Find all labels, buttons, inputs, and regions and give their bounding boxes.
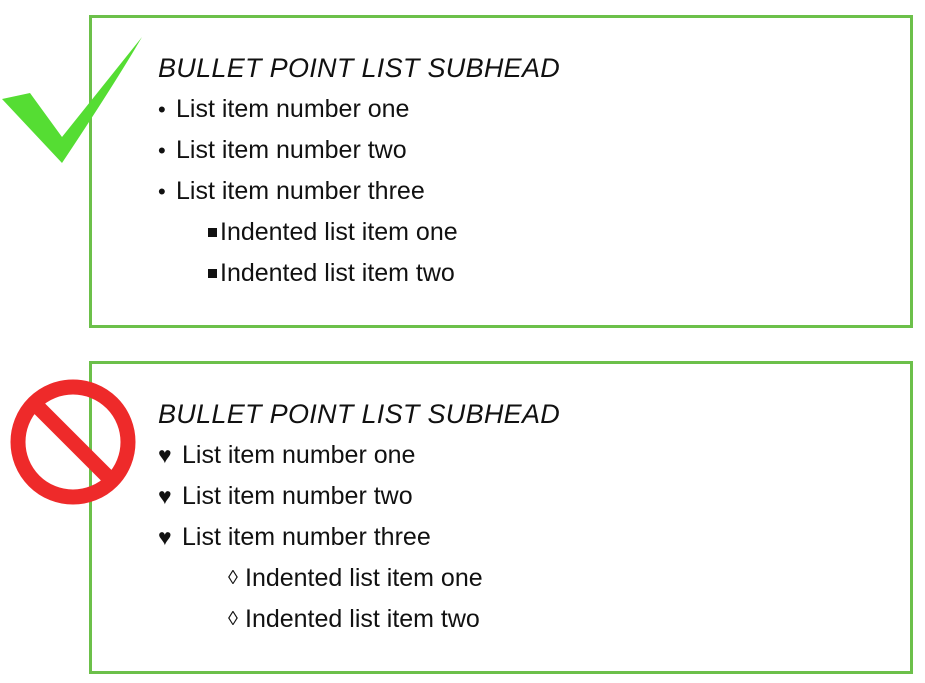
good-example-panel	[89, 15, 913, 328]
heart-bullet-icon: ♥	[158, 483, 172, 509]
list-item	[158, 171, 858, 212]
indented-list-item-label: Indented list item two	[245, 605, 480, 633]
list-item	[158, 517, 858, 558]
list-item-label: List item number two	[176, 136, 407, 164]
bad-example-subhead: BULLET POINT LIST SUBHEAD	[158, 399, 561, 429]
indented-list-item-label: Indented list item one	[245, 564, 483, 592]
checkmark-icon	[2, 37, 144, 165]
diamond-bullet-icon: ◊	[228, 608, 238, 630]
list-item	[158, 89, 858, 130]
list-item-label: List item number one	[176, 95, 410, 123]
bullet-dot-icon: •	[158, 97, 166, 122]
indented-list-item	[158, 558, 858, 599]
bad-example-panel	[89, 361, 913, 674]
bullet-dot-icon: •	[158, 138, 166, 163]
indented-list-item	[158, 599, 858, 640]
list-item-label: List item number three	[182, 523, 431, 551]
prohibited-icon	[9, 378, 137, 506]
diamond-bullet-icon: ◊	[228, 567, 238, 589]
good-example-subhead: BULLET POINT LIST SUBHEAD	[158, 53, 561, 83]
indented-list-item	[158, 212, 858, 253]
list-item-label: List item number two	[182, 482, 413, 510]
bullet-dot-icon: •	[158, 179, 166, 204]
indented-list-item-label: Indented list item one	[220, 218, 458, 246]
heart-bullet-icon: ♥	[158, 524, 172, 550]
indented-list-item-label: Indented list item two	[220, 259, 455, 287]
heart-bullet-icon: ♥	[158, 442, 172, 468]
bullet-square-icon	[208, 269, 220, 278]
good-example-list	[158, 48, 858, 294]
list-item-label: List item number one	[182, 441, 416, 469]
list-item	[158, 476, 858, 517]
indented-list-item	[158, 253, 858, 294]
bullet-square-icon	[208, 228, 220, 237]
bad-example-list	[158, 394, 858, 640]
list-item-label: List item number three	[176, 177, 425, 205]
list-item	[158, 130, 858, 171]
list-item	[158, 435, 858, 476]
